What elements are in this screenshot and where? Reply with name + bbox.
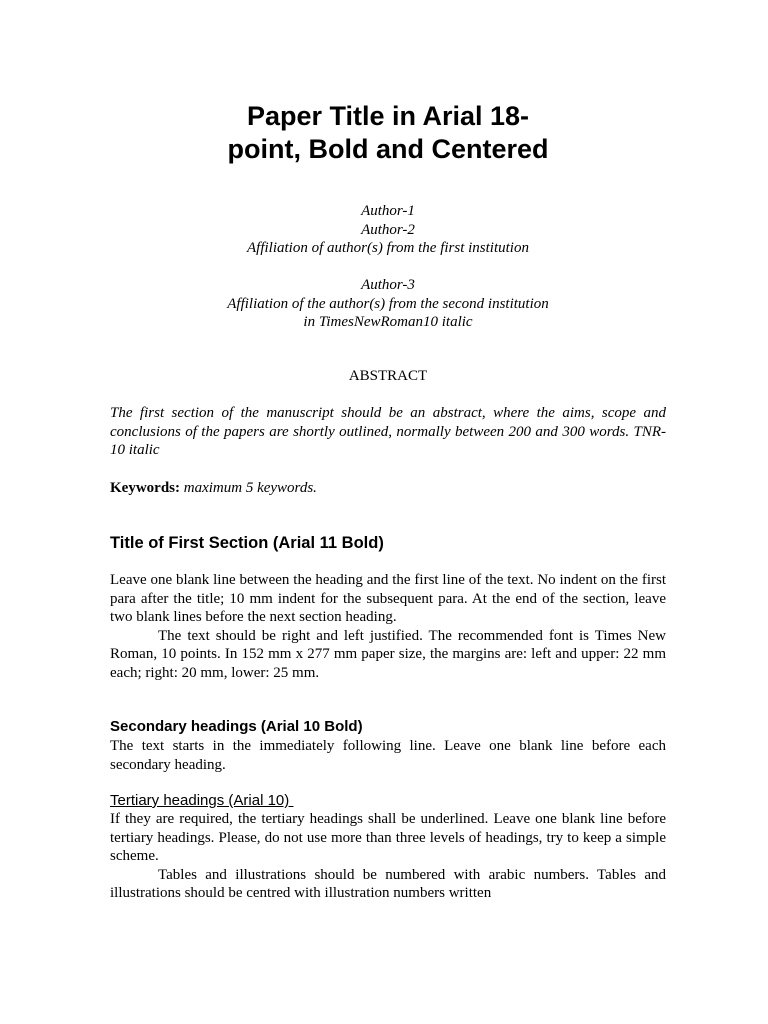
tertiary-paragraph-1: If they are required, the tertiary headings shall be underlined. Leave one blank line before tertiary headings. Please, do not use more than three levels of headings, try to keep a simple scheme. xyxy=(110,811,666,864)
keywords-label: Keywords: xyxy=(110,480,180,496)
affiliation-1: Affiliation of author(s) from the first institution xyxy=(247,240,529,256)
keywords-line xyxy=(110,479,666,498)
author-spacer xyxy=(110,258,666,277)
secondary-heading: Secondary headings (Arial 10 Bold) xyxy=(110,718,363,735)
section-paragraph-1: Leave one blank line between the heading and the first line of the text. No indent on the first para after the title; 10 mm indent for the subsequent para. At the end of the section, leave two blank lines before the next section heading. xyxy=(110,572,666,625)
paper-title xyxy=(110,100,666,166)
tertiary-paragraph-2: Tables and illustrations should be numbered with arabic numbers. Tables and illustrations should be centred with illustration numbers written xyxy=(110,866,666,901)
tertiary-body xyxy=(110,810,666,903)
tertiary-heading-text: Tertiary headings (Arial 10) xyxy=(110,792,294,809)
paper-title-line-2: point, Bold and Centered xyxy=(227,134,549,164)
secondary-paragraph: The text starts in the immediately following line. Leave one blank line before each secondary heading. xyxy=(110,738,666,773)
tertiary-heading xyxy=(110,791,666,811)
keywords-value: maximum 5 keywords. xyxy=(180,480,317,496)
abstract-text: The first section of the manuscript should be an abstract, where the aims, scope and conclusions of the papers are shortly outlined, normally between 200 and 300 words. TNR-10 italic xyxy=(110,405,666,458)
section-paragraph-2: The text should be right and left justified. The recommended font is Times New Roman, 10 points. In 152 mm x 277 mm paper size, the margins are: left and upper: 22 mm each; right: 20 mm, lower: 25 mm. xyxy=(110,627,666,681)
author-2: Author-2 xyxy=(361,221,415,238)
section-title: Title of First Section (Arial 11 Bold) xyxy=(110,534,384,552)
paper-title-line-1: Paper Title in Arial 18- xyxy=(246,101,530,131)
author-3: Author-3 xyxy=(361,277,415,293)
secondary-body xyxy=(110,737,666,774)
author-block xyxy=(110,202,666,332)
section-body xyxy=(110,571,666,682)
abstract-heading: ABSTRACT xyxy=(348,368,428,384)
affiliation-2-line-1: Affiliation of the author(s) from the second institution xyxy=(227,295,549,312)
affiliation-2-line-2: in TimesNewRoman10 italic xyxy=(303,314,473,330)
author-1: Author-1 xyxy=(361,203,415,219)
